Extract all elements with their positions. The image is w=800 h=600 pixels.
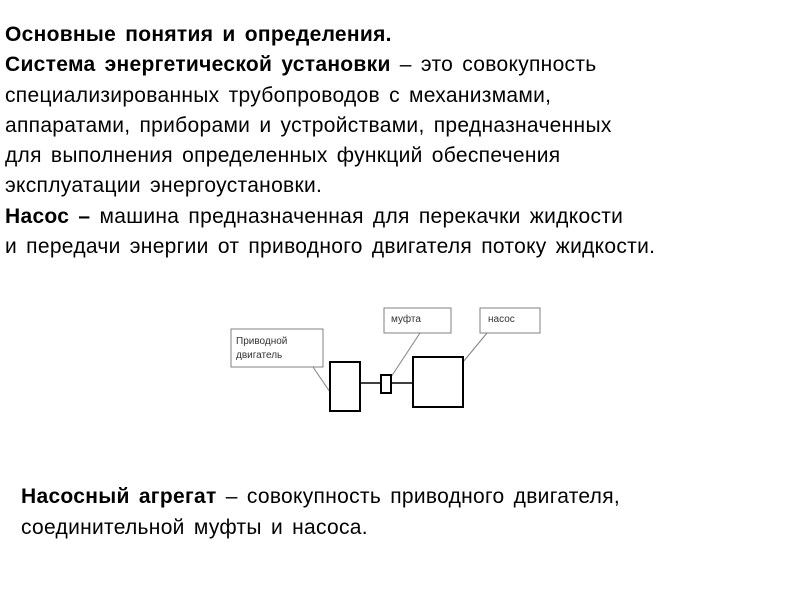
- pump-body: [413, 357, 463, 407]
- unit-def-text-1: совокупность приводного двигателя,: [246, 485, 621, 508]
- pump-callout-label: насос: [488, 314, 515, 325]
- pump-unit-definition: [21, 482, 791, 543]
- pump-term: Насос: [5, 204, 70, 228]
- system-term: Система энергетической установки: [5, 53, 391, 77]
- slide-heading: Основные понятия и определения.: [5, 23, 392, 46]
- pump-leader-line: [463, 333, 487, 362]
- pump-def-text-1: машина предназначенная для перекачки жидкости: [99, 204, 624, 228]
- motor-callout-label-1: Приводной: [236, 336, 288, 347]
- system-dash: –: [390, 53, 421, 77]
- pump-definition-line-2: и передачи энергии от приводного двигателя потоку жидкости.: [5, 235, 656, 259]
- system-definition-line-3: аппаратами, приборами и устройствами, предназначенных: [5, 113, 612, 137]
- unit-definition-line-2: соединительной муфты и насоса.: [21, 515, 368, 539]
- pump-dash: –: [69, 204, 100, 228]
- coupling-callout-label: муфта: [391, 314, 421, 325]
- unit-term: Насосный агрегат: [21, 485, 217, 508]
- unit-dash: –: [216, 485, 247, 508]
- system-definition-line-2: специализированных трубопроводов с механизмами,: [5, 83, 552, 107]
- coupling-body: [381, 375, 391, 393]
- motor-callout-box: [231, 329, 323, 367]
- motor-leader-line: [313, 367, 330, 392]
- motor-callout-label-2: двигатель: [236, 350, 283, 361]
- system-definition-line-5: эксплуатации энергоустановки.: [5, 174, 323, 198]
- unit-definition-line-1: [21, 482, 791, 513]
- system-definition-line-4: для выполнения определенных функций обеспечения: [5, 144, 561, 168]
- system-def-text-1: это совокупность: [420, 53, 597, 77]
- motor-body: [330, 362, 360, 411]
